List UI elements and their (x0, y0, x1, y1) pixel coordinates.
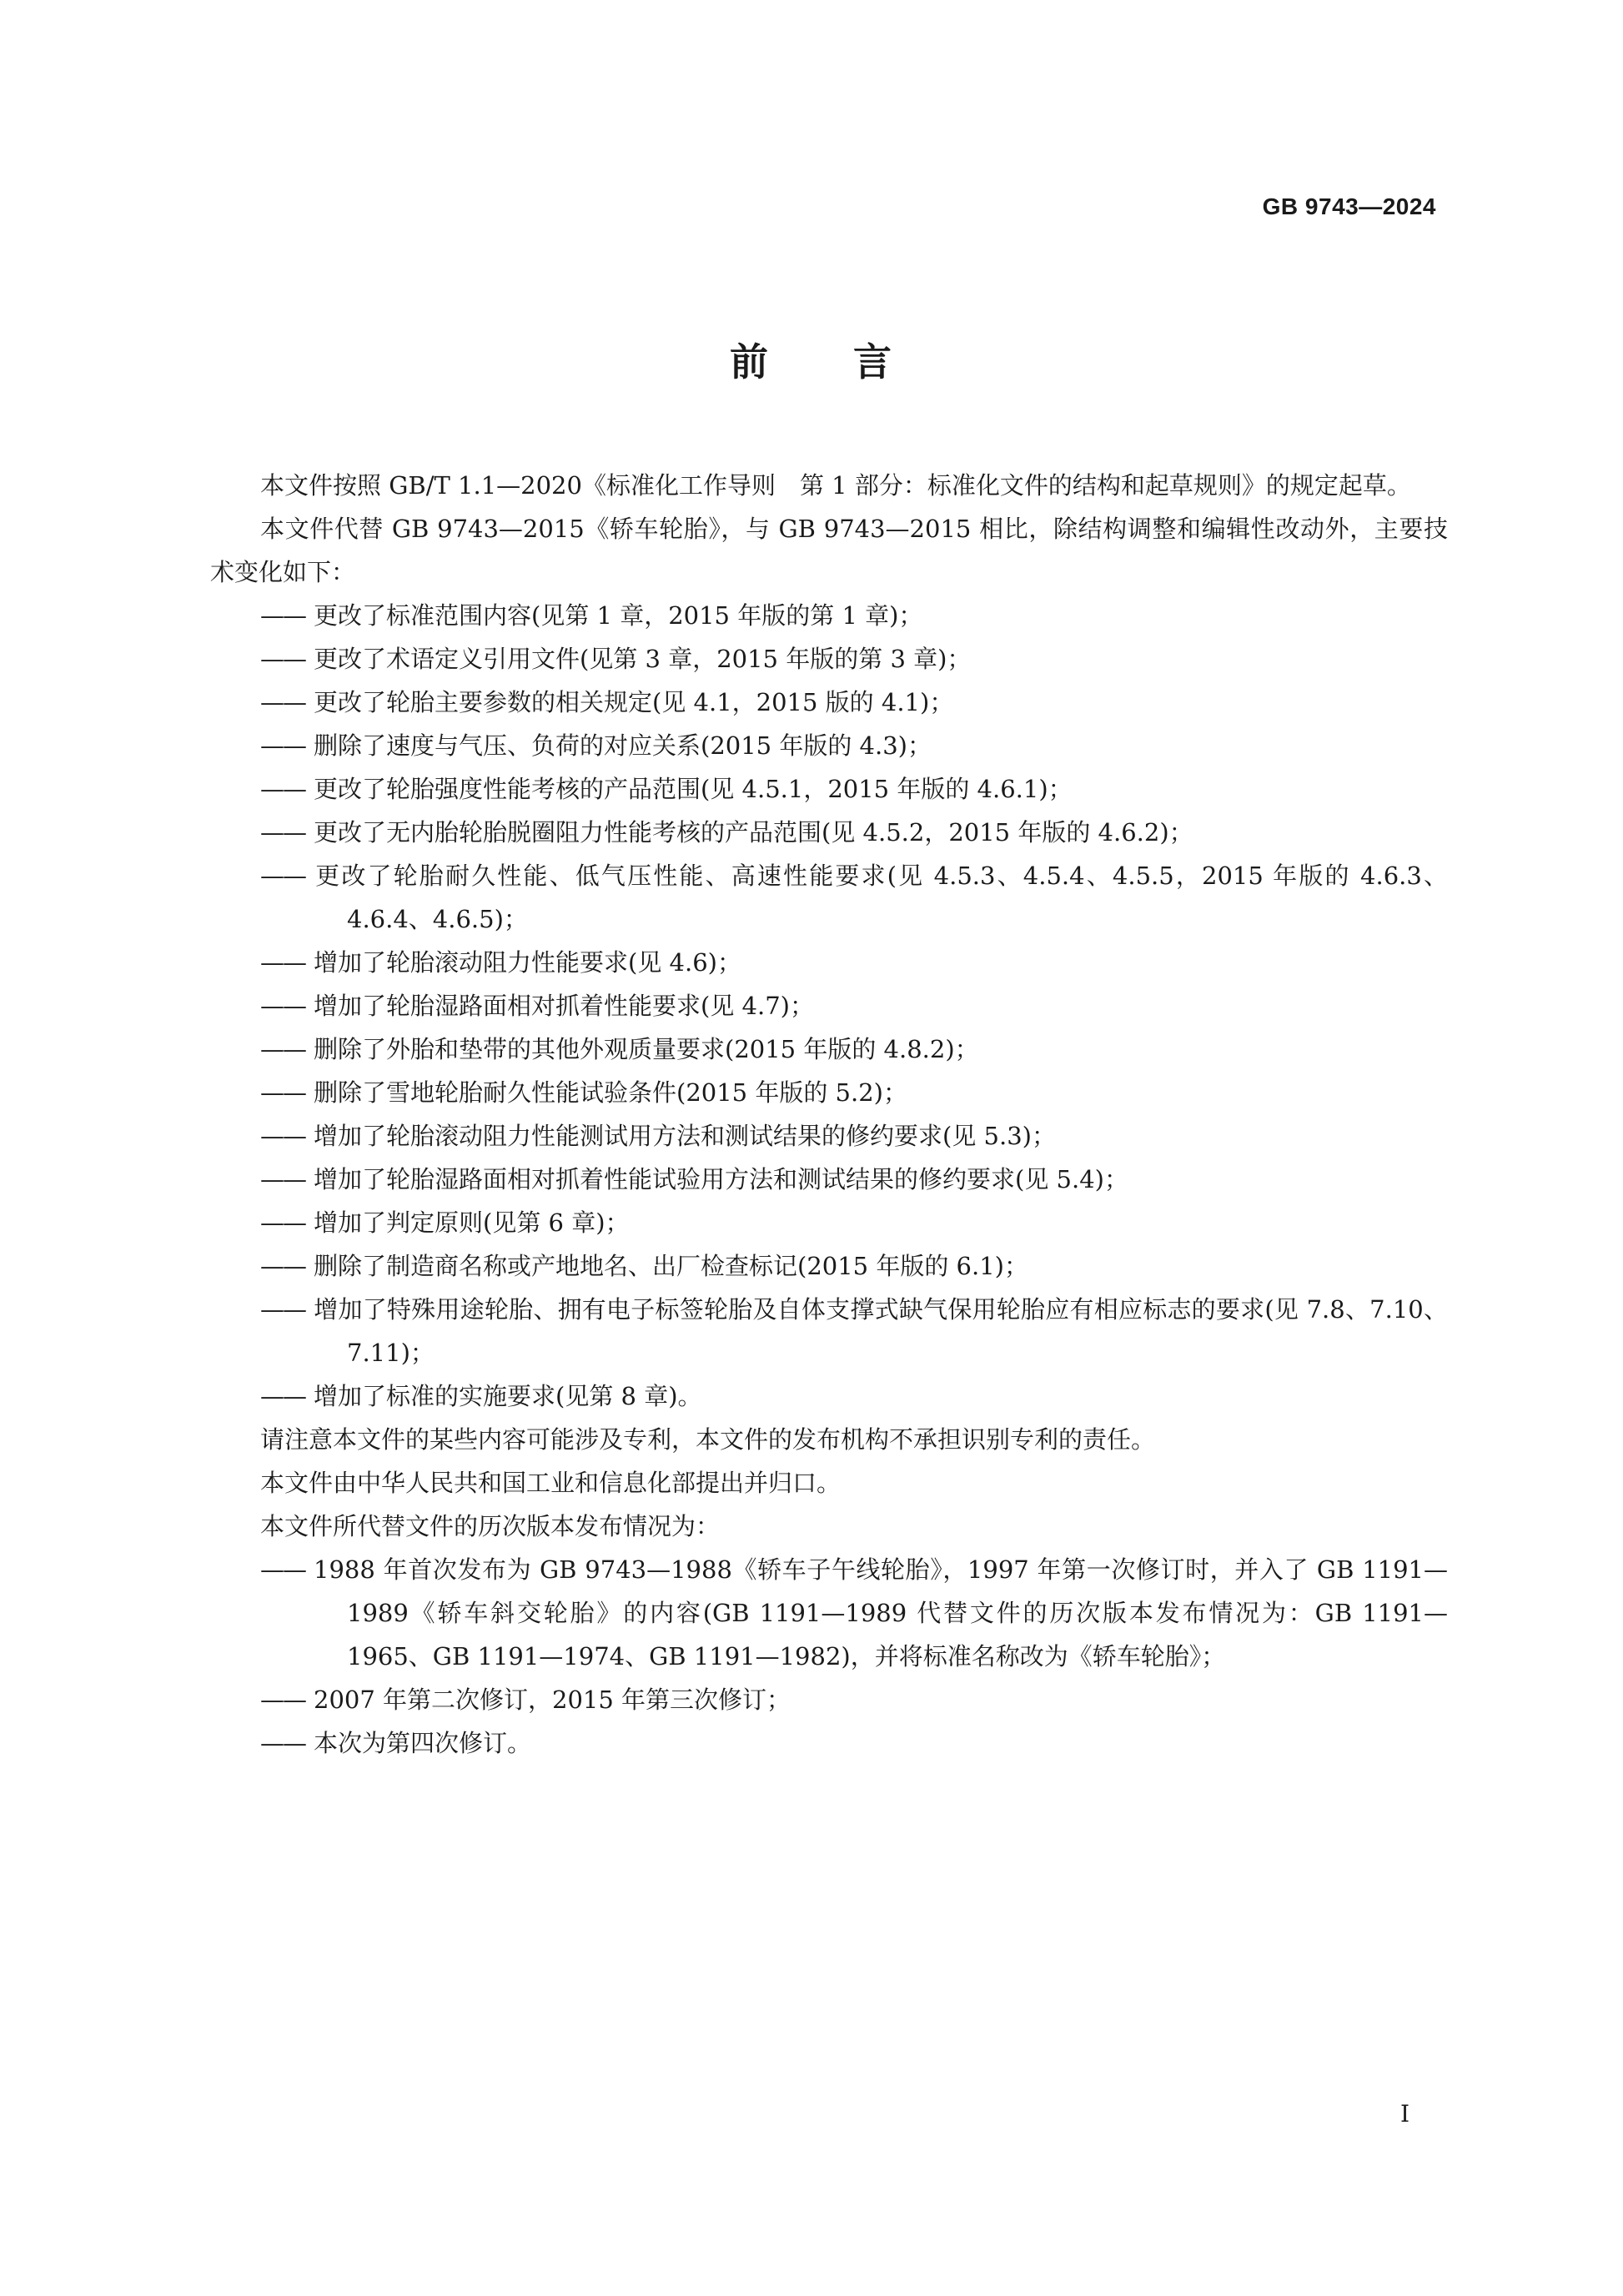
document-code: GB 9743—2024 (1262, 193, 1436, 219)
preface-body (210, 464, 1448, 1765)
dash-marker: —— (260, 948, 305, 977)
history-list (210, 1548, 1448, 1765)
list-item: —— 增加了轮胎湿路面相对抓着性能要求(见 4.7)； (260, 984, 1448, 1027)
dash-marker: —— (260, 1252, 305, 1280)
dash-marker: —— (260, 1122, 305, 1150)
list-item: —— 更改了标准范围内容(见第 1 章，2015 年版的第 1 章)； (260, 594, 1448, 637)
list-item: —— 更改了轮胎主要参数的相关规定(见 4.1，2015 版的 4.1)； (260, 681, 1448, 724)
dash-marker: —— (260, 601, 305, 630)
list-item: —— 删除了雪地轮胎耐久性能试验条件(2015 年版的 5.2)； (260, 1071, 1448, 1114)
dash-marker: —— (260, 1729, 305, 1757)
list-item: —— 增加了标准的实施要求(见第 8 章)。 (260, 1374, 1448, 1418)
list-item: —— 更改了术语定义引用文件(见第 3 章，2015 年版的第 3 章)； (260, 637, 1448, 681)
page-number: I (1399, 2100, 1409, 2128)
dash-marker: —— (260, 1078, 305, 1107)
dash-marker: —— (260, 688, 305, 716)
list-item: —— 删除了外胎和垫带的其他外观质量要求(2015 年版的 4.8.2)； (260, 1027, 1448, 1071)
dash-marker: —— (260, 818, 305, 847)
title-char-2: 言 (853, 339, 893, 384)
list-item: —— 1988 年首次发布为 GB 9743—1988《轿车子午线轮胎》，1997 年第一次修订时，并入了 GB 1191—1989《轿车斜交轮胎》的内容(GB 1191—1989 代替文件的历次版本发布情况为：GB 1191—1965、GB 1191—1974、GB 1191—1982)，并将标准名称改为《轿车轮胎》； (260, 1548, 1448, 1678)
list-item: —— 2007 年第二次修订，2015 年第三次修订； (260, 1678, 1448, 1721)
dash-marker: —— (260, 1208, 305, 1237)
list-item: —— 增加了轮胎滚动阻力性能测试用方法和测试结果的修约要求(见 5.3)； (260, 1114, 1448, 1158)
list-item: —— 更改了轮胎强度性能考核的产品范围(见 4.5.1，2015 年版的 4.6.1)； (260, 767, 1448, 811)
list-item: —— 增加了轮胎湿路面相对抓着性能试验用方法和测试结果的修约要求(见 5.4)； (260, 1158, 1448, 1201)
changes-list (210, 594, 1448, 1418)
dash-marker: —— (260, 1165, 305, 1193)
intro-paragraph-drafting: 本文件按照 GB/T 1.1—2020《标准化工作导则 第 1 部分：标准化文件的结构和起草规则》的规定起草。 (260, 471, 1411, 500)
proposer-statement: 本文件由中华人民共和国工业和信息化部提出并归口。 (260, 1469, 842, 1497)
list-item: —— 更改了无内胎轮胎脱圈阻力性能考核的产品范围(见 4.5.2，2015 年版的 4.6.2)； (260, 811, 1448, 854)
dash-marker: —— (260, 1295, 305, 1324)
dash-marker: —— (260, 1382, 305, 1410)
list-item: —— 增加了判定原则(见第 6 章)； (260, 1201, 1448, 1244)
list-item: —— 删除了速度与气压、负荷的对应关系(2015 年版的 4.3)； (260, 724, 1448, 767)
dash-marker: —— (260, 645, 305, 673)
dash-marker: —— (260, 992, 305, 1020)
list-item: —— 删除了制造商名称或产地地名、出厂检查标记(2015 年版的 6.1)； (260, 1244, 1448, 1288)
dash-marker: —— (260, 1555, 305, 1584)
list-item: —— 增加了轮胎滚动阻力性能要求(见 4.6)； (260, 941, 1448, 984)
dash-marker: —— (260, 1035, 305, 1063)
list-item: —— 更改了轮胎耐久性能、低气压性能、高速性能要求(见 4.5.3、4.5.4、4.5.5，2015 年版的 4.6.3、4.6.4、4.6.5)； (260, 854, 1448, 941)
title-char-1: 前 (730, 339, 770, 384)
dash-marker: —— (260, 1686, 305, 1714)
page-title (0, 332, 1623, 387)
history-intro: 本文件所代替文件的历次版本发布情况为： (260, 1512, 721, 1540)
patent-notice: 请注意本文件的某些内容可能涉及专利，本文件的发布机构不承担识别专利的责任。 (260, 1425, 1156, 1454)
intro-paragraph-replacement: 本文件代替 GB 9743—2015《轿车轮胎》，与 GB 9743—2015 相比，除结构调整和编辑性改动外，主要技术变化如下： (210, 515, 1448, 586)
dash-marker: —— (260, 862, 305, 890)
dash-marker: —— (260, 731, 305, 760)
list-item: —— 增加了特殊用途轮胎、拥有电子标签轮胎及自体支撑式缺气保用轮胎应有相应标志的要求(见 7.8、7.10、7.11)； (260, 1288, 1448, 1374)
list-item: —— 本次为第四次修订。 (260, 1721, 1448, 1765)
dash-marker: —— (260, 775, 305, 803)
